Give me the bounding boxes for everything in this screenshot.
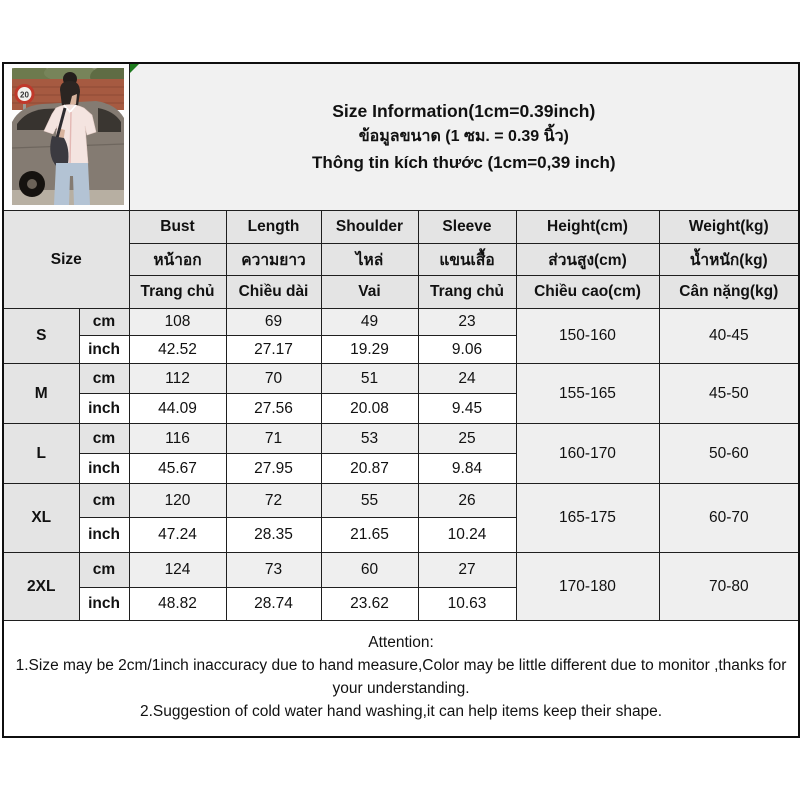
measurement-cell: 20.08 [321, 394, 418, 424]
size-row-label: M [3, 364, 79, 424]
measurement-cell: 70 [226, 364, 321, 394]
size-row-label: S [3, 309, 79, 364]
col-header-sleeve-en: Sleeve [418, 211, 516, 244]
measurement-cell: 23 [418, 309, 516, 336]
col-header-shoulder-th: ไหล่ [321, 244, 418, 276]
col-header-sleeve-vi: Trang chủ [418, 276, 516, 309]
unit-label-inch: inch [79, 394, 129, 424]
unit-label-inch: inch [79, 454, 129, 484]
col-header-shoulder-en: Shoulder [321, 211, 418, 244]
measurement-cell: 108 [129, 309, 226, 336]
size-row-label: L [3, 424, 79, 484]
size-chart-table [2, 62, 800, 738]
col-header-bust-vi: Trang chủ [129, 276, 226, 309]
measurement-cell: 69 [226, 309, 321, 336]
measurement-cell: 44.09 [129, 394, 226, 424]
measurement-cell: 9.45 [418, 394, 516, 424]
green-corner-marker [130, 64, 139, 73]
product-photo [4, 64, 129, 210]
measurement-cell: 26 [418, 484, 516, 518]
measurement-cell: 116 [129, 424, 226, 454]
col-header-bust-th: หน้าอก [129, 244, 226, 276]
size-row-2xl-cm [3, 553, 799, 588]
unit-label-cm: cm [79, 364, 129, 394]
measurement-cell: 20.87 [321, 454, 418, 484]
header-row-en [3, 211, 799, 244]
measurement-cell: 19.29 [321, 336, 418, 364]
attention-title: Attention: [368, 634, 434, 652]
col-header-sleeve-th: แขนเสื้อ [418, 244, 516, 276]
measurement-cell: 48.82 [129, 588, 226, 621]
measurement-cell: 9.06 [418, 336, 516, 364]
measurement-cell: 71 [226, 424, 321, 454]
col-header-height-th: ส่วนสูง(cm) [516, 244, 659, 276]
height-range-cell: 150-160 [516, 309, 659, 364]
measurement-cell: 53 [321, 424, 418, 454]
size-row-label: XL [3, 484, 79, 553]
product-photo-cell [3, 63, 129, 211]
col-header-length-vi: Chiều dài [226, 276, 321, 309]
measurement-cell: 27.56 [226, 394, 321, 424]
measurement-cell: 60 [321, 553, 418, 588]
unit-label-cm: cm [79, 424, 129, 454]
measurement-cell: 21.65 [321, 518, 418, 553]
col-header-shoulder-vi: Vai [321, 276, 418, 309]
title-cell [129, 63, 799, 211]
unit-label-cm: cm [79, 484, 129, 518]
measurement-cell: 10.63 [418, 588, 516, 621]
col-header-height-vi: Chiều cao(cm) [516, 276, 659, 309]
col-header-bust-en: Bust [129, 211, 226, 244]
size-row-l-cm [3, 424, 799, 454]
unit-label-cm: cm [79, 553, 129, 588]
title-line-en: Size Information(1cm=0.39inch) [332, 100, 596, 121]
attention-row [3, 621, 799, 737]
measurement-cell: 73 [226, 553, 321, 588]
measurement-cell: 51 [321, 364, 418, 394]
unit-label-inch: inch [79, 588, 129, 621]
unit-label-inch: inch [79, 518, 129, 553]
height-range-cell: 165-175 [516, 484, 659, 553]
size-row-label: 2XL [3, 553, 79, 621]
size-row-m-cm [3, 364, 799, 394]
unit-label-cm: cm [79, 309, 129, 336]
measurement-cell: 25 [418, 424, 516, 454]
height-range-cell: 160-170 [516, 424, 659, 484]
unit-label-inch: inch [79, 336, 129, 364]
weight-range-cell: 40-45 [659, 309, 799, 364]
height-range-cell: 155-165 [516, 364, 659, 424]
col-header-weight-vi: Cân nặng(kg) [659, 276, 799, 309]
measurement-cell: 9.84 [418, 454, 516, 484]
size-row-xl-cm [3, 484, 799, 518]
measurement-cell: 42.52 [129, 336, 226, 364]
attention-line-1: 1.Size may be 2cm/1inch inaccuracy due to hand measure,Color may be little different due to monitor ,thanks for your understanding. [15, 657, 787, 698]
measurement-cell: 124 [129, 553, 226, 588]
col-header-height-en: Height(cm) [516, 211, 659, 244]
attention-section [3, 621, 799, 737]
weight-range-cell: 70-80 [659, 553, 799, 621]
weight-range-cell: 60-70 [659, 484, 799, 553]
measurement-cell: 47.24 [129, 518, 226, 553]
measurement-cell: 27 [418, 553, 516, 588]
size-row-s-cm [3, 309, 799, 336]
col-header-weight-en: Weight(kg) [659, 211, 799, 244]
measurement-cell: 27.95 [226, 454, 321, 484]
attention-line-2: 2.Suggestion of cold water hand washing,it can help items keep their shape. [139, 703, 663, 721]
measurement-cell: 120 [129, 484, 226, 518]
weight-range-cell: 45-50 [659, 364, 799, 424]
measurement-cell: 55 [321, 484, 418, 518]
measurement-cell: 23.62 [321, 588, 418, 621]
weight-range-cell: 50-60 [659, 424, 799, 484]
col-header-weight-th: น้ำหนัก(kg) [659, 244, 799, 276]
title-line-vi: Thông tin kích thước (1cm=0,39 inch) [312, 152, 616, 172]
col-header-length-th: ความยาว [226, 244, 321, 276]
measurement-cell: 112 [129, 364, 226, 394]
measurement-cell: 45.67 [129, 454, 226, 484]
title-line-th: ข้อมูลขนาด (1 ซม. = 0.39 นิ้ว) [358, 127, 569, 145]
col-header-length-en: Length [226, 211, 321, 244]
measurement-cell: 24 [418, 364, 516, 394]
product-photo-illustration [12, 68, 124, 205]
svg-text:20: 20 [20, 90, 30, 100]
measurement-cell: 28.74 [226, 588, 321, 621]
title-row [3, 63, 799, 211]
measurement-cell: 72 [226, 484, 321, 518]
measurement-cell: 27.17 [226, 336, 321, 364]
measurement-cell: 10.24 [418, 518, 516, 553]
size-corner-header: Size [3, 211, 129, 309]
height-range-cell: 170-180 [516, 553, 659, 621]
measurement-cell: 28.35 [226, 518, 321, 553]
measurement-cell: 49 [321, 309, 418, 336]
